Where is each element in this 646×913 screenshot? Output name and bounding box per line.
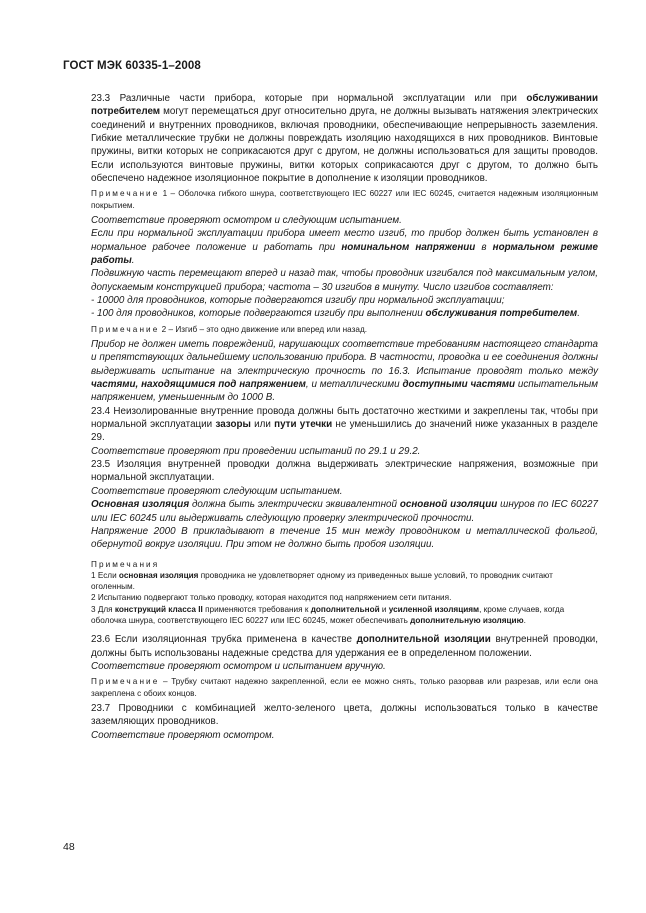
clause-23-6: 23.6 Если изоляционная трубка применена в качестве дополнительной изоляции внутренней проводки, должны быть использованы надежные средства для удержания ее в определенном положении. [91, 634, 598, 659]
note-item: 1 Если основная изоляция проводника не удовлетворяет одному из приведенных выше условий, то проводник считают оголенным. [91, 570, 553, 592]
clause-23-4: 23.4 Неизолированные внутренние провода должны быть достаточно жесткими и закреплены так, чтобы при нормальной эксплуатации зазоры или пути утечки не уменьшились до значений ниже указанных в разделе 29. [91, 405, 598, 444]
moving-part-test: Подвижную часть перемещают вперед и назад так, чтобы проводник изгибался под максимальным углом, допускаемым конструкцией прибора; частота – 30 изгибов в минуту. Число изгибов составляет: [91, 268, 598, 293]
note-1: Примечание 1 – Оболочка гибкого шнура, соответствующего IEC 60227 или IEC 60245, считается надежным изоляционным покрытием. [91, 189, 598, 210]
damage-requirement: Прибор не должен иметь повреждений, нарушающих соответствие требованиям настоящего стандарта и препятствующих дальнейшему использованию прибора. В частности, проводка и ее соединения должны выдерживать испытание на электрическую прочность по 16.3. Испытание проводят только между частями, находящимися под напряжением, и металлическими доступными частями испытательным напряжением, уменьшенным до 1000 В. [91, 339, 599, 404]
note-item: 3 Для конструкций класса II применяются требования к дополнительной и усиленной изоляциям, кроме случаев, когда оболочка шнура, соответствующего IEC 60227 или IEC 60245, может обеспечивать дополнительную изоляцию. [91, 604, 565, 626]
compliance-check: Соответствие проверяют следующим испытанием. [91, 485, 343, 497]
list-item: - 10000 для проводников, которые подвергаются изгибу при нормальной эксплуатации; [91, 295, 505, 307]
page-number: 48 [63, 841, 75, 853]
clause-23-7: 23.7 Проводники с комбинацией желто-зеленого цвета, должны использоваться только в качестве заземляющих проводников. [91, 702, 598, 728]
compliance-check: Соответствие проверяют при проведении испытаний по 29.1 и 29.2. [91, 445, 421, 457]
compliance-check: Соответствие проверяют осмотром и испытанием вручную. [91, 661, 386, 673]
clause-23-5: 23.5 Изоляция внутренней проводки должна выдерживать электрические напряжения, возможные при нормальной эксплуатации. [91, 459, 598, 484]
note-item: 2 Испытанию подвергают только проводку, которая находится под напряжением сети питания. [91, 593, 452, 603]
bend-condition: Если при нормальной эксплуатации прибора имеет место изгиб, то прибор должен быть установлен в нормальное рабочее положение и работать при номинальном напряжении в нормальном режиме работы. [91, 228, 599, 267]
note-2: Примечание 2 – Изгиб – это одно движение или вперед или назад. [91, 324, 368, 334]
clause-23-3: 23.3 Различные части прибора, которые при нормальной эксплуатации или при обслуживании потребителем могут перемещаться друг относительно друга, не должны вызывать натяжения электрических соединений и внутренних проводников, включая проводники, обеспечивающие непрерывность заземления. Гибкие металлические трубки не должны повреждать изоляцию находящихся в них проводников. Винтовые пружины, витки которых не соприкасаются друг с другом, не должны использоваться для защиты проводов. Если используются винтовые пружины, витки которых соприкасаются друг с другом, то должно быть обеспечено надежное изоляционное покрытие в дополнение к изоляции проводников. [91, 93, 598, 185]
voltage-test: Напряжение 2000 В прикладывают в течение 15 мин между проводником и металлической фольгой, обернутой вокруг изоляции. При этом не должно быть пробоя изоляции. [91, 525, 598, 551]
list-item: - 100 для проводников, которые подвергаются изгибу при выполнении обслуживания потребителем. [91, 308, 580, 320]
page-header: ГОСТ МЭК 60335-1–2008 [63, 60, 201, 72]
basic-insulation-requirement: Основная изоляция должна быть электрически эквивалентной основной изоляции шнуров по IEC 60227 или IEC 60245 или выдерживать следующую проверку электрической прочности. [91, 499, 599, 524]
compliance-check: Соответствие проверяют осмотром. [91, 729, 275, 741]
notes-block [91, 559, 598, 627]
compliance-check: Соответствие проверяют осмотром и следующим испытанием. [91, 215, 402, 226]
notes-label: Примечания [91, 559, 160, 569]
page-content [91, 92, 598, 742]
note-3: Примечание – Трубку считают надежно закрепленной, если ее можно снять, только разорвав или разрезав, или если она закреплена с обоих концов. [91, 677, 598, 698]
